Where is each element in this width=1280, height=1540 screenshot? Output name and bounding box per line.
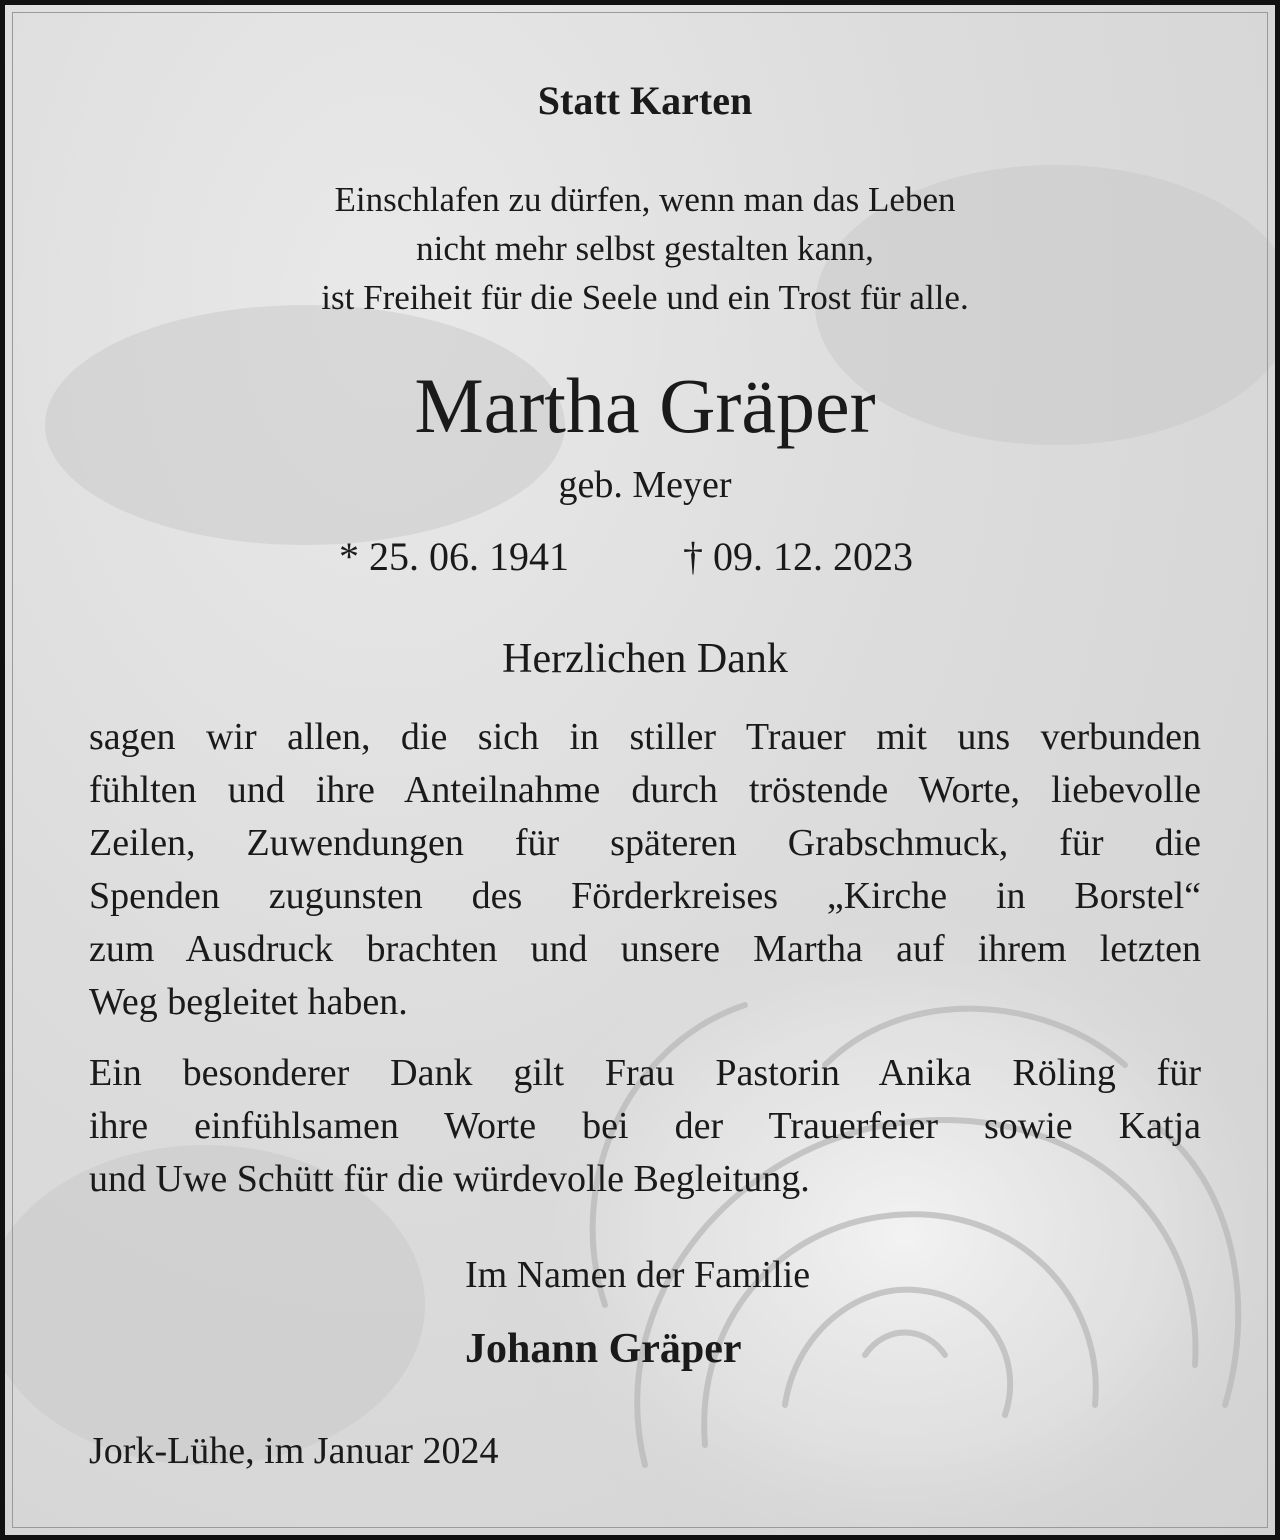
paragraph-line: fühlten und ihre Anteilnahme durch tröstende Worte, liebevolle (89, 769, 1201, 811)
paragraph-line: Zeilen, Zuwendungen für späteren Grabschmuck, für die (89, 822, 1201, 864)
family-label: Im Namen der Familie (465, 1254, 811, 1296)
thanks-paragraph-1 (89, 711, 1201, 1029)
quote-line: nicht mehr selbst gestalten kann, (416, 229, 874, 268)
paragraph-line: Weg begleitet haben. (89, 981, 408, 1023)
death-date: † 09. 12. 2023 (683, 534, 913, 579)
paragraph-line: zum Ausdruck brachten und unsere Martha auf ihrem letzten (89, 928, 1201, 970)
paragraph-line: sagen wir allen, die sich in stiller Trauer mit uns verbunden (89, 716, 1201, 758)
maiden-name: geb. Meyer (558, 464, 732, 506)
paragraph-line: ihre einfühlsamen Worte bei der Trauerfeier sowie Katja (89, 1105, 1201, 1147)
thanks-paragraph-2 (89, 1047, 1201, 1206)
quote (5, 175, 1280, 322)
paragraph-line: und Uwe Schütt für die würdevolle Begleitung. (89, 1158, 810, 1200)
deceased-name: Martha Gräper (414, 362, 876, 449)
header-statt-karten: Statt Karten (537, 78, 753, 123)
signer-name: Johann Gräper (465, 1326, 742, 1372)
place-date: Jork-Lühe, im Januar 2024 (89, 1430, 499, 1472)
birth-date: * 25. 06. 1941 (339, 534, 569, 579)
quote-line: Einschlafen zu dürfen, wenn man das Leben (334, 180, 956, 219)
paragraph-line: Spenden zugunsten des Förderkreises „Kirche in Borstel“ (89, 875, 1201, 917)
paragraph-line: Ein besonderer Dank gilt Frau Pastorin Anika Röling für (89, 1052, 1201, 1094)
thanks-heading: Herzlichen Dank (502, 636, 788, 682)
quote-line: ist Freiheit für die Seele und ein Trost für alle. (321, 278, 969, 317)
